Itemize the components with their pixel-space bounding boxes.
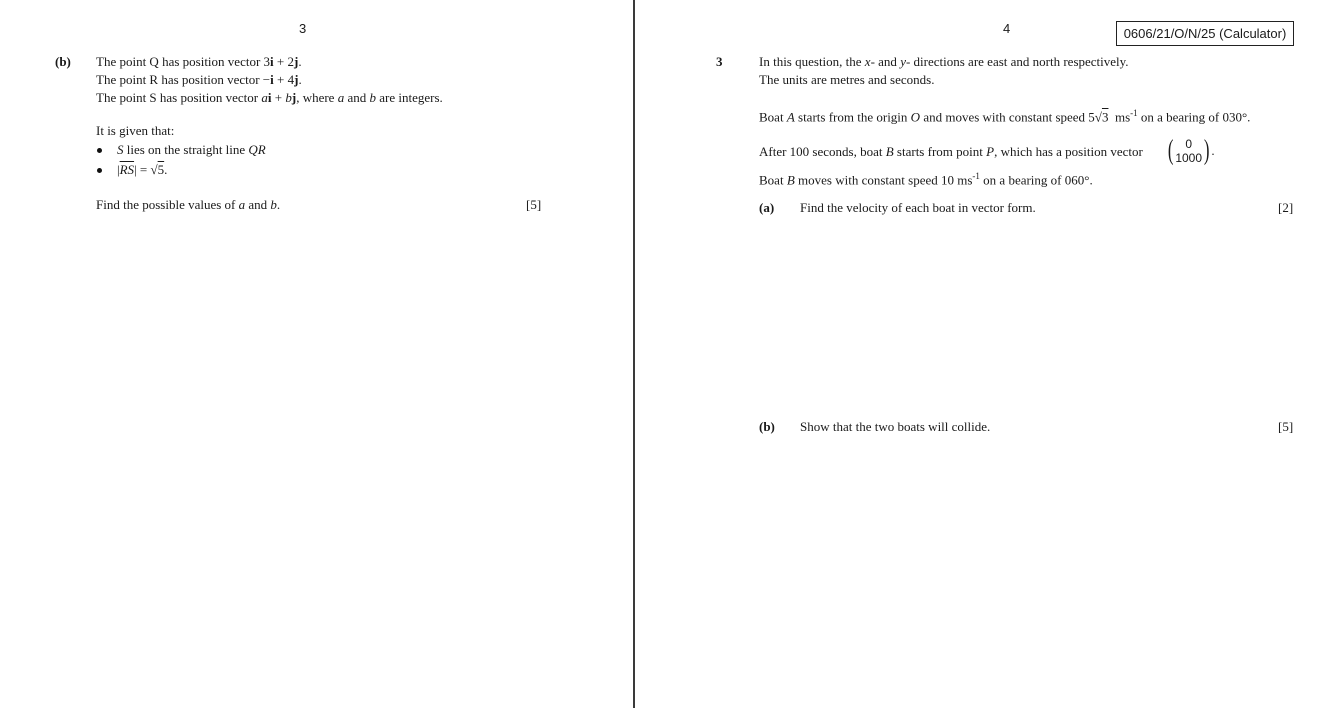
part-a-text: Find the velocity of each boat in vector form.	[800, 200, 1036, 215]
part-label: (b)	[55, 54, 71, 69]
page-divider	[633, 0, 635, 708]
left-page	[0, 0, 633, 708]
boat-a-line: Boat A starts from the origin O and moves with constant speed 5√3 $ms^{-1}$ on a bearing of 030°.	[759, 108, 1251, 125]
intro-line-2: The units are metres and seconds.	[759, 72, 935, 87]
part-b-label: (b)	[759, 419, 775, 434]
vector-top: 0	[1185, 137, 1193, 152]
question-number: 3	[716, 54, 723, 69]
boat-b-line-1: After 100 seconds, boat B starts from point P, which has a position vector	[759, 144, 1143, 159]
bullet-text-2: $|\overline{RS}| = √5$.	[117, 162, 168, 177]
given-intro: It is given that:	[96, 123, 175, 138]
position-vector: ( 0 1000 ) .	[1167, 135, 1215, 167]
marks: [5]	[526, 197, 542, 212]
question-line-r: The point R has position vector −i + 4j.	[96, 72, 302, 87]
page-number-right: 4	[1003, 21, 1011, 36]
task-text: Find the possible values of a and b.	[96, 197, 281, 212]
part-b-text: Show that the two boats will collide.	[800, 419, 991, 434]
question-line-s: The point S has position vector ai + bj, where a and b are integers.	[96, 90, 443, 105]
paper-code-box: 0606/21/O/N/25 (Calculator)	[1116, 21, 1294, 46]
boat-b-line-2: Boat B moves with constant speed 10 $ms^{-1}$ on a bearing of 060°.	[759, 171, 1093, 188]
intro-line-1: In this question, the x- and y- directions are east and north respectively.	[759, 54, 1129, 69]
part-a-marks: [2]	[1278, 200, 1294, 215]
page-number: 3	[299, 21, 307, 36]
question-line-q: The point Q has position vector 3i + 2j.	[96, 54, 302, 69]
bullet-icon	[97, 168, 102, 173]
bullet-text-1: S lies on the straight line QR	[117, 142, 266, 157]
part-b-marks: [5]	[1278, 419, 1294, 434]
bullet-icon	[97, 148, 102, 153]
part-a-label: (a)	[759, 200, 775, 215]
vector-bottom: 1000	[1175, 151, 1203, 166]
